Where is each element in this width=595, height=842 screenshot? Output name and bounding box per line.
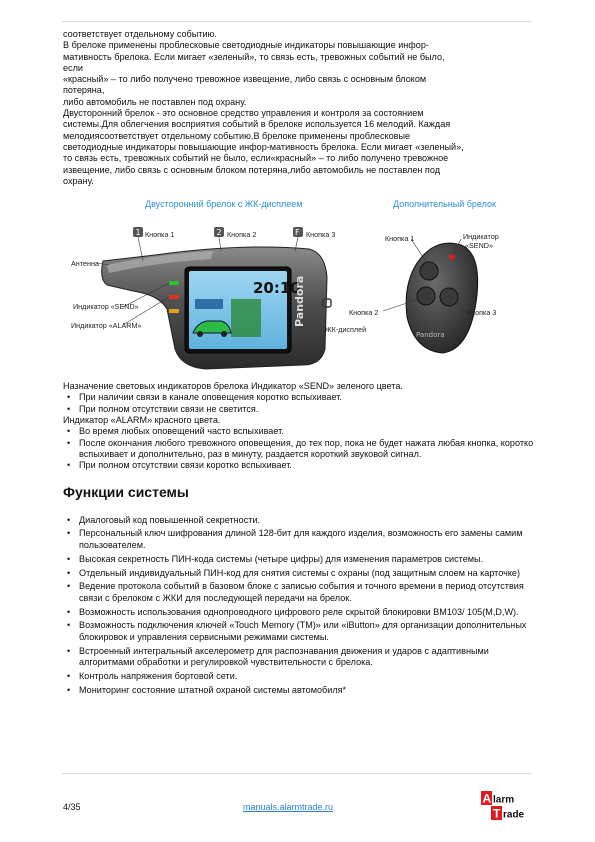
extra-fob-title: Дополнительный брелок <box>393 199 496 210</box>
list-item: • Персональный ключ шифрования длиной 128-бит для каждого изделия, возможность его замены самим пользователем. <box>63 528 535 551</box>
label-button-3: Кнопка 3 <box>306 230 336 240</box>
site-link[interactable]: manuals.alarmtrade.ru <box>243 802 334 812</box>
alarm-trade-logo <box>481 791 531 821</box>
lcd-fob-title: Двусторонний брелок с ЖК-дисплеем <box>145 199 303 210</box>
intro-line: мативность брелока. Если мигает «зеленый», то связь есть, тревожных событий не было, <box>63 51 445 62</box>
badge-1: 1 <box>135 228 141 238</box>
lcd-time: 20:10 <box>253 279 301 298</box>
list-item: • Возможность использования однопроводного цифрового реле скрытой блокировки BM103/ 105(M,D,W). <box>63 607 535 618</box>
label-button-1: Кнопка 1 <box>145 230 175 240</box>
svg-text:A: A <box>482 791 492 806</box>
list-item: • После окончания любого тревожного оповещения, до тех пор, пока не будет нажата любая кнопка, коротко вспыхивает и дополнительно, раз в минуту, раздается короткий звуковой сигнал. <box>63 438 535 461</box>
list-item: • Возможность подключения ключей «Touch Memory (TM)» или «iButton» для организации дополнительных блокировок и управления сервисными режимами системы. <box>63 620 535 643</box>
label-extra-button-3: Кнопка 3 <box>467 308 497 318</box>
intro-line: светодиодные индикаторы повышающие инфор-мативность брелока. Если мигает «зеленый», <box>63 141 464 152</box>
label-extra-send-2: «SEND» <box>465 241 493 251</box>
label-alarm-indicator: Индикатор «ALARM» <box>71 321 142 331</box>
badge-3: F <box>295 228 300 238</box>
label-extra-send-1: Индикатор <box>463 232 499 242</box>
top-divider <box>62 21 531 22</box>
intro-line: охрану. <box>63 175 94 186</box>
label-extra-button-1: Кнопка 1 <box>385 234 415 244</box>
list-item: • Ведение протокола событий в базовом блоке с записью события и точного времени в период отсутствия связи с брелоком с ЖКИ для последующей передачи на брелок. <box>63 581 535 604</box>
label-antenna: Антенна <box>71 259 99 269</box>
label-lcd: ЖК-дисплей <box>325 325 367 335</box>
intro-line: потеряна, <box>63 85 105 96</box>
svg-text:larm: larm <box>493 794 515 806</box>
list-item: • При наличии связи в канале оповещения коротко вспыхивает. <box>63 392 535 403</box>
bottom-divider <box>62 773 531 774</box>
intro-line: мелодиясоответствует отдельному событию.В брелоке применены проблесковые <box>63 130 411 141</box>
list-item: • Отдельный индивидуальный ПИН-код для снятия системы с охраны (под защитным слоем на карточке) <box>63 568 535 579</box>
page-footer <box>63 791 533 825</box>
page-number: 4/35 <box>63 802 81 812</box>
key-fob-figure <box>63 199 535 379</box>
list-item: • Высокая секретность ПИН-кода системы (четыре цифры) для изменения параметров системы. <box>63 554 535 565</box>
functions-list <box>63 515 535 697</box>
intro-line: если <box>63 62 83 73</box>
list-item: • Встроенный интегральный акселерометр для распознавания движения и ударов с адаптивными алгоритмами обработки и регулировкой чувствительности с брелока. <box>63 646 535 669</box>
send-heading: Назначение световых индикаторов брелока Индикатор «SEND» зеленого цвета. <box>63 381 403 392</box>
list-item: • При полном отсутствии связи коротко вспыхивает. <box>63 460 535 471</box>
badge-2: 2 <box>216 228 222 238</box>
label-extra-button-2: Кнопка 2 <box>349 308 379 318</box>
indicators-section <box>63 381 535 471</box>
list-item: • Мониторинг состояние штатной охраной системы автомобиля* <box>63 685 535 696</box>
label-button-2: Кнопка 2 <box>227 230 257 240</box>
label-send-indicator: Индикатор «SEND» <box>73 302 139 312</box>
intro-line: Двусторонний брелок - это основное средство управления и контроля за состоянием <box>63 108 424 119</box>
intro-text <box>63 29 535 187</box>
brand-logo: Pandora <box>293 275 306 328</box>
send-list <box>63 392 535 415</box>
intro-line: «красный» – то либо получено тревожное извещение, либо связь с основным блоком <box>63 74 427 85</box>
intro-line: системы.Для облегчения восприятия событий в брелоке используется 16 мелодий. Каждая <box>63 119 451 130</box>
key-fobs-illustration <box>63 199 535 379</box>
section-title: Функции системы <box>63 483 189 500</box>
list-item: • При полном отсутствии связи не светится. <box>63 404 535 415</box>
intro-line: соответствует отдельному событию. <box>63 29 217 39</box>
list-item: • Контроль напряжения бортовой сети. <box>63 671 535 682</box>
alarm-heading: Индикатор «ALARM» красного цвета. <box>63 415 221 426</box>
list-item: • Диалоговый код повышенной секретности. <box>63 515 535 526</box>
page-body <box>63 29 535 699</box>
intro-line: то связь есть, тревожных событий не было, если«красный» – то либо получено тревожное <box>63 153 449 164</box>
intro-line: В брелоке применены проблесковые светодиодные индикаторы повышающие инфор- <box>63 40 429 51</box>
svg-text:rade: rade <box>503 809 525 821</box>
intro-line: либо автомобиль не поставлен под охрану. <box>63 96 247 107</box>
svg-text:T: T <box>493 806 501 821</box>
intro-line: извещение, либо связь с основным блоком потеряна,либо автомобиль не поставлен под <box>63 164 441 175</box>
extra-fob-brand: Pandora <box>416 331 445 340</box>
alarm-list <box>63 426 535 471</box>
list-item: • Во время любых оповещений часто вспыхивает. <box>63 426 535 437</box>
extra-fob <box>406 243 478 353</box>
